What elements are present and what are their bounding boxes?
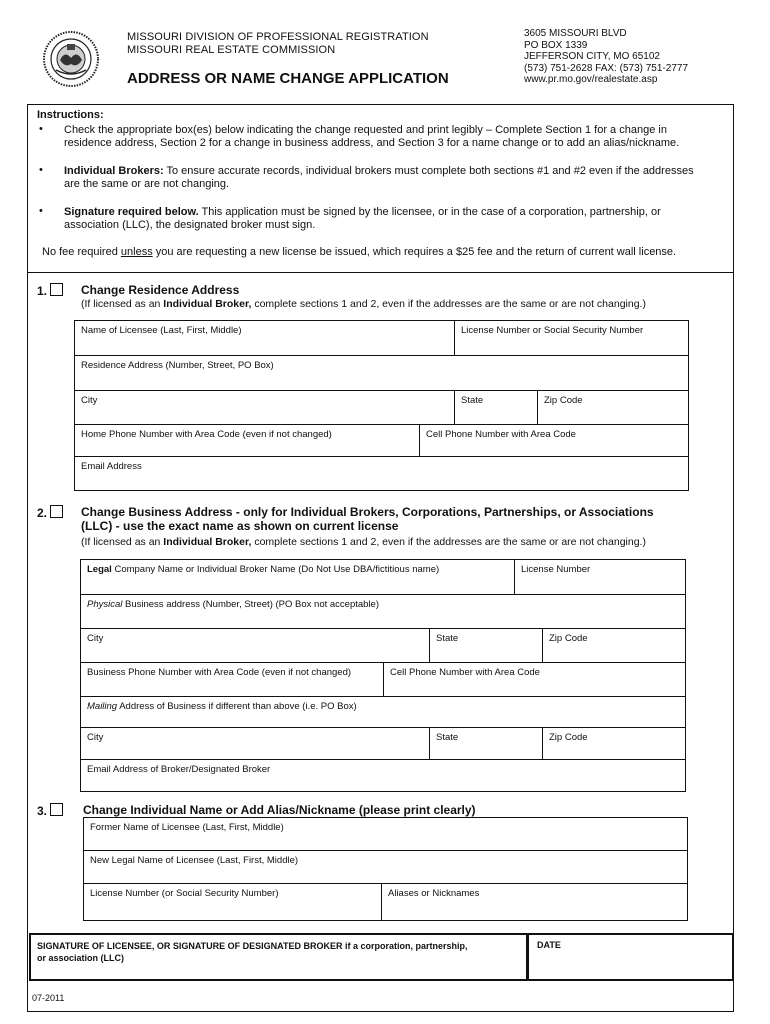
home-phone-field[interactable] <box>74 424 420 457</box>
field-label: Name of Licensee (Last, First, Middle) <box>81 325 242 336</box>
phone-fax-line: (573) 751-2628 FAX: (573) 751-2777 <box>524 62 688 74</box>
address-line: PO BOX 1339 <box>524 39 588 51</box>
section2-checkbox[interactable] <box>50 505 63 518</box>
field-label: License Number or Social Security Number <box>461 325 644 336</box>
instruction-item-1 <box>64 124 679 150</box>
subtitle-text: (If licensed as an <box>81 536 164 548</box>
instruction-bold: Signature required below. <box>64 206 199 218</box>
title-line: (LLC) - use the exact name as shown on current license <box>81 519 399 533</box>
field-label: Cell Phone Number with Area Code <box>426 429 576 440</box>
subtitle-text: complete sections 1 and 2, even if the addresses are the same or are not changing.) <box>251 536 646 548</box>
date-field[interactable] <box>527 933 734 981</box>
instruction-text: To ensure accurate records, individual brokers must complete both sections #1 and #2 even if the addresses <box>163 165 694 177</box>
mailing-city-field[interactable] <box>80 727 430 760</box>
field-label: Aliases or Nicknames <box>388 888 480 899</box>
field-label: Zip Code <box>549 633 588 644</box>
website-line: www.pr.mo.gov/realestate.asp <box>524 74 658 85</box>
business-license-field[interactable] <box>514 559 686 595</box>
broker-email-field[interactable] <box>80 759 686 792</box>
signature-label-line: or association (LLC) <box>37 953 125 963</box>
address-line: JEFFERSON CITY, MO 65102 <box>524 51 660 62</box>
business-state-field[interactable] <box>429 628 543 663</box>
section2-title <box>81 505 654 533</box>
field-label: State <box>461 395 484 406</box>
field-label: License Number (or Social Security Number) <box>90 888 279 899</box>
fee-text: you are requesting a new license be issued, which requires a $25 fee and the return of current wall license. <box>152 246 677 258</box>
instruction-bold: Individual Brokers: <box>64 165 164 177</box>
field-label-italic: Mailing <box>87 701 118 712</box>
field-label: City <box>81 395 98 406</box>
missouri-state-seal-icon <box>42 30 100 88</box>
subtitle-bold: Individual Broker, <box>163 298 252 310</box>
fee-underlined: unless <box>120 246 153 258</box>
field-label: State <box>436 732 459 743</box>
field-label: City <box>87 633 104 644</box>
field-label: Address of Business if different than above (i.e. PO Box) <box>117 701 357 712</box>
zip-field[interactable] <box>537 390 689 425</box>
section1-checkbox-row <box>37 283 63 298</box>
section3-checkbox-row <box>37 803 63 818</box>
title-line: Change Business Address - only for Individual Brokers, Corporations, Partnerships, or Associations <box>81 505 654 519</box>
field-label: Former Name of Licensee (Last, First, Middle) <box>90 822 284 833</box>
field-label: License Number <box>521 564 591 575</box>
bullet-icon: • <box>39 164 43 176</box>
instruction-text: residence address, Section 2 for a change in business address, and Section 3 for a name change or to add an alias/nickname. <box>64 137 680 149</box>
field-label: Business Phone Number with Area Code (even if not changed) <box>87 667 352 678</box>
mailing-zip-field[interactable] <box>542 727 686 760</box>
address-line: 3605 MISSOURI BLVD <box>524 28 627 39</box>
field-label: New Legal Name of Licensee (Last, First, Middle) <box>90 855 299 866</box>
subtitle-text: (If licensed as an <box>81 298 164 310</box>
field-label: State <box>436 633 459 644</box>
mailing-state-field[interactable] <box>429 727 543 760</box>
section2-subtitle <box>81 536 646 548</box>
instruction-text: Check the appropriate box(es) below indicating the change requested and print legibly – Complete Section 1 for a change in <box>64 124 667 136</box>
state-field[interactable] <box>454 390 538 425</box>
signature-label <box>37 940 468 964</box>
business-phone-field[interactable] <box>80 662 384 697</box>
new-name-field[interactable] <box>83 850 688 884</box>
instruction-item-2 <box>64 165 694 191</box>
section1-title: Change Residence Address <box>81 283 240 297</box>
instructions-heading: Instructions: <box>37 109 104 121</box>
commission-name: MISSOURI REAL ESTATE COMMISSION <box>127 44 336 56</box>
field-label: Home Phone Number with Area Code (even if not changed) <box>81 429 332 440</box>
mailing-address-field[interactable] <box>80 696 686 728</box>
business-address-field[interactable] <box>80 594 686 629</box>
instruction-text: are the same or are not changing. <box>64 178 230 190</box>
company-name-field[interactable] <box>80 559 515 595</box>
fee-text: No fee required <box>42 246 121 258</box>
instruction-item-3 <box>64 206 661 232</box>
former-name-field[interactable] <box>83 817 688 851</box>
subtitle-bold: Individual Broker, <box>163 536 252 548</box>
fee-note <box>42 246 676 259</box>
field-label: Email Address <box>81 461 142 472</box>
agency-name: MISSOURI DIVISION OF PROFESSIONAL REGISTRATION <box>127 31 429 43</box>
signature-label-line: SIGNATURE OF LICENSEE, OR SIGNATURE OF DESIGNATED BROKER if a corporation, partnership, <box>37 941 468 951</box>
form-title: ADDRESS OR NAME CHANGE APPLICATION <box>127 70 449 87</box>
field-label-bold: Legal <box>87 564 112 575</box>
licensee-name-field[interactable] <box>74 320 455 356</box>
signature-field[interactable] <box>29 933 528 981</box>
date-label: DATE <box>537 940 561 950</box>
divider <box>27 272 734 273</box>
field-label: Business address (Number, Street) (PO Box not acceptable) <box>122 599 379 610</box>
cell-phone-field[interactable] <box>419 424 689 457</box>
instruction-text: association (LLC), the designated broker must sign. <box>64 219 316 231</box>
bullet-icon: • <box>39 205 43 217</box>
business-cell-field[interactable] <box>383 662 686 697</box>
form-revision-code: 07-2011 <box>32 993 65 1003</box>
section1-subtitle <box>81 298 646 310</box>
business-city-field[interactable] <box>80 628 430 663</box>
field-label: Email Address of Broker/Designated Broker <box>87 764 271 775</box>
section-number: 3. <box>37 804 48 818</box>
city-field[interactable] <box>74 390 455 425</box>
section3-title: Change Individual Name or Add Alias/Nickname (please print clearly) <box>83 803 476 817</box>
field-label: Zip Code <box>544 395 583 406</box>
subtitle-text: complete sections 1 and 2, even if the addresses are the same or are not changing.) <box>251 298 646 310</box>
section1-checkbox[interactable] <box>50 283 63 296</box>
agency-address <box>524 28 688 86</box>
field-label: Zip Code <box>549 732 588 743</box>
field-label: City <box>87 732 104 743</box>
field-label-italic: Physical <box>87 599 123 610</box>
section-number: 1. <box>37 284 48 298</box>
field-label: Cell Phone Number with Area Code <box>390 667 540 678</box>
business-zip-field[interactable] <box>542 628 686 663</box>
residence-address-field[interactable] <box>74 355 689 391</box>
aliases-field[interactable] <box>381 883 688 921</box>
bullet-icon: • <box>39 123 43 135</box>
section-number: 2. <box>37 506 48 520</box>
section2-checkbox-row <box>37 505 63 520</box>
section3-license-field[interactable] <box>83 883 382 921</box>
email-field[interactable] <box>74 456 689 491</box>
field-label: Residence Address (Number, Street, PO Box) <box>81 360 274 371</box>
instruction-text: This application must be signed by the licensee, or in the case of a corporation, partnership, or <box>198 206 661 218</box>
license-number-field[interactable] <box>454 320 689 356</box>
field-label: Company Name or Individual Broker Name (Do Not Use DBA/fictitious name) <box>111 564 440 575</box>
section3-checkbox[interactable] <box>50 803 63 816</box>
